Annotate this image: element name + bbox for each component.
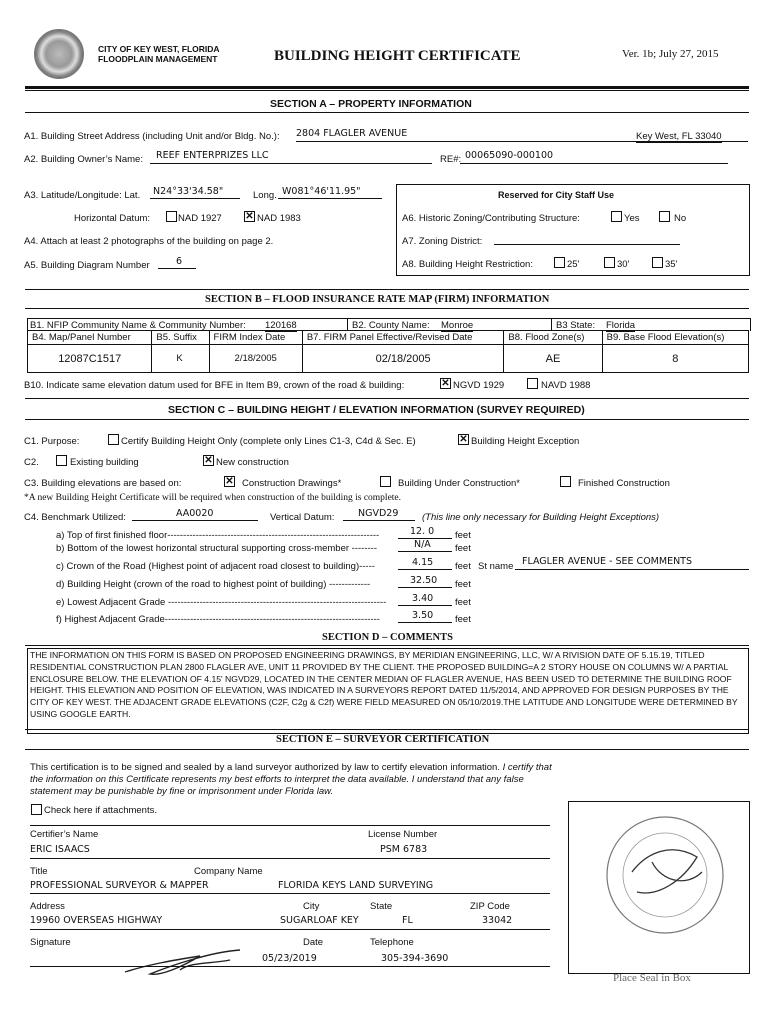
phone-label: Telephone <box>370 937 414 948</box>
b1-community-number[interactable]: 120168 <box>265 320 297 331</box>
certifier-label: Certifier’s Name <box>30 829 99 840</box>
firm-index-value[interactable]: 2/18/2005 <box>209 345 302 373</box>
c4c-value[interactable]: 4.15 <box>412 557 434 568</box>
c4-benchmark-field[interactable]: AA0020 <box>176 508 214 519</box>
a8-30-checkbox[interactable] <box>604 257 615 268</box>
longitude-field[interactable]: W081°46'11.95" <box>282 186 361 197</box>
signature-image <box>120 942 260 982</box>
c3-label: C3. Building elevations are based on: <box>24 478 182 489</box>
signature-label: Signature <box>30 937 71 948</box>
c4e-label: e) Lowest Adjacent Grade --------------------------------------------------------------------- <box>56 597 387 608</box>
a5-diagram-field[interactable]: 6 <box>176 256 183 267</box>
title-label: Title <box>30 866 48 877</box>
c4c-label: c) Crown of the Road (Highest point of adjacent road closest to building)----- <box>56 561 375 572</box>
a8-25-label: 25' <box>567 259 580 270</box>
b9-header: B9. Base Flood Elevation(s) <box>602 331 748 345</box>
c3-opt1-label: Construction Drawings* <box>242 478 342 489</box>
a6-yes-checkbox[interactable] <box>611 211 622 222</box>
section-c-title: SECTION C – BUILDING HEIGHT / ELEVATION INFORMATION (SURVEY REQUIRED) <box>168 404 585 416</box>
a7-label: A7. Zoning District: <box>402 236 483 247</box>
b7-date-value[interactable]: 02/18/2005 <box>302 345 504 373</box>
firm-table <box>27 330 749 373</box>
c2-existing-checkbox[interactable] <box>56 455 67 466</box>
company-label: Company Name <box>194 866 263 877</box>
c3-note: *A new Building Height Certificate will be required when construction of the building is complete. <box>24 493 402 503</box>
vertical-datum-field[interactable]: NGVD29 <box>358 508 399 519</box>
firm-header-row <box>28 331 749 345</box>
zip-label: ZIP Code <box>470 901 510 912</box>
latitude-field[interactable]: N24°33'34.58" <box>153 186 224 197</box>
c4a-value[interactable]: 12. 0 <box>410 526 435 537</box>
b2-county[interactable]: Monroe <box>441 320 474 331</box>
c4f-value[interactable]: 3.50 <box>412 610 434 621</box>
c3-finished-checkbox[interactable] <box>560 476 571 487</box>
ngvd1929-checkbox[interactable]: ✕ <box>441 378 450 389</box>
version-label: Ver. 1b; July 27, 2015 <box>622 48 719 60</box>
c4e-unit: feet <box>455 597 471 608</box>
st-name-field[interactable]: FLAGLER AVENUE - SEE COMMENTS <box>522 556 693 567</box>
re-label: RE#: <box>440 154 462 165</box>
zip-field[interactable]: 33042 <box>482 915 513 926</box>
attachments-label: Check here if attachments. <box>44 805 157 816</box>
c4c-unit: feet <box>455 561 471 572</box>
c2-opt1-label: Existing building <box>70 457 139 468</box>
c3-opt2-label: Building Under Construction* <box>398 478 520 489</box>
date-label: Date <box>303 937 324 948</box>
certification-text <box>30 762 560 798</box>
staff-use-title: Reserved for City Staff Use <box>498 190 615 200</box>
b4-header: B4. Map/Panel Number <box>28 331 152 345</box>
a3-label: A3. Latitude/Longitude: Lat. <box>24 190 141 201</box>
b7-header: B7. FIRM Panel Effective/Revised Date <box>302 331 504 345</box>
c4d-unit: feet <box>455 579 471 590</box>
c2-opt2-label: New construction <box>216 457 289 468</box>
section-a-title: SECTION A – PROPERTY INFORMATION <box>270 98 472 110</box>
b3-label: B3 State: <box>556 320 596 331</box>
c3-drawings-checkbox[interactable]: ✕ <box>225 476 234 487</box>
comments-textarea[interactable]: THE INFORMATION ON THIS FORM IS BASED ON PROPOSED ENGINEERING DRAWINGS, BY MERIDIAN ENGINEERING, LLC, W/ A RIVISION DATE OF 5.15.19, TITLED RESIDENTIAL CONSTRUCTION PLAN 2800 FLAGLER AVE, UNIT 11 PROVIDED BY THE CLIENT. THE PROPOSED BUILDING=A 2 STORY HOUSE ON COLUMNS W/ A PARTIAL ENCLOSURE BELOW. THE ELEVATION OF 4.15' NGVD29, LOCATED IN THE CENTER MEDIAN OF FLAGLER AVENUE, HAS BEEN USED TO DETERMINE THE BUILDING ROOF HEIGHT. THIS ELEVATION AND POSITION OF ELEVATION, WAS INDICATED IN A SURVEYORS REPORT DATED 11/5/2014, AND APPROVED FOR DESIGN PURPOSES BY THE CITY OF KEY WEST. THE ADJACENT GRADE ELEVATIONS (C2F, C2g & C2f) WERE FIELD MEASURED ON 05/10/2019.THE LATITUDE AND LONGITUDE WERE DETERMINED BY USING GOOGLE EARTH. <box>27 648 749 734</box>
a1-address-field[interactable]: 2804 FLAGLER AVENUE <box>296 128 408 139</box>
st-name-label: St name <box>478 561 514 572</box>
section-e-title: SECTION E – SURVEYOR CERTIFICATION <box>276 734 490 745</box>
c4d-label: d) Building Height (crown of the road to highest point of building) ------------- <box>56 579 371 590</box>
org-line-2: FLOODPLAIN MANAGEMENT <box>98 54 218 64</box>
a6-yes-label: Yes <box>624 213 640 224</box>
firm-index-header: FIRM Index Date <box>209 331 302 345</box>
a1-city: Key West, FL 33040 <box>636 131 722 142</box>
c2-label: C2. <box>24 457 39 468</box>
date-field[interactable]: 05/23/2019 <box>262 953 317 964</box>
c1-label: C1. Purpose: <box>24 436 80 447</box>
city-label: City <box>303 901 320 912</box>
b2-label: B2. County Name: <box>352 320 430 331</box>
b3-state[interactable]: Florida <box>606 320 636 331</box>
b5-suffix-value[interactable]: K <box>152 345 209 373</box>
navd1988-label: NAVD 1988 <box>541 380 591 391</box>
ngvd1929-label: NGVD 1929 <box>453 380 505 391</box>
vertical-datum-label: Vertical Datum: <box>270 512 335 523</box>
c4f-unit: feet <box>455 614 471 625</box>
c4d-value[interactable]: 32.50 <box>410 575 438 586</box>
c3-opt3-label: Finished Construction <box>578 478 670 489</box>
c3-under-construction-checkbox[interactable] <box>380 476 391 487</box>
a6-no-label: No <box>674 213 687 224</box>
address-field[interactable]: 19960 OVERSEAS HIGHWAY <box>30 915 163 926</box>
license-label: License Number <box>368 829 438 840</box>
nad1983-checkbox[interactable]: ✕ <box>245 211 254 222</box>
a6-no-checkbox[interactable] <box>659 211 670 222</box>
section-d-title: SECTION D – COMMENTS <box>322 632 453 643</box>
attachments-checkbox[interactable] <box>31 804 42 815</box>
c4e-value[interactable]: 3.40 <box>412 593 434 604</box>
b1-label: B1. NFIP Community Name & Community Number: <box>30 320 246 331</box>
c1-exception-checkbox[interactable]: ✕ <box>459 434 468 445</box>
c1-opt2-label: Building Height Exception <box>471 436 580 447</box>
c1-opt1-label: Certify Building Height Only (complete only Lines C1-3, C4d & Sec. E) <box>121 436 416 447</box>
b9-bfe-value[interactable]: 8 <box>602 345 748 373</box>
certifier-field[interactable]: ERIC ISAACS <box>30 844 90 855</box>
phone-field[interactable]: 305-394-3690 <box>381 953 449 964</box>
nad1927-label: NAD 1927 <box>178 213 222 224</box>
a6-label: A6. Historic Zoning/Contributing Structure: <box>402 213 580 224</box>
c4-label: C4. Benchmark Utilized: <box>24 512 126 523</box>
firm-value-row <box>28 345 749 373</box>
c2-new-checkbox[interactable]: ✕ <box>204 455 213 466</box>
nad1927-checkbox[interactable] <box>166 211 177 222</box>
a5-label: A5. Building Diagram Number <box>24 260 150 271</box>
c4a-unit: feet <box>455 530 471 541</box>
b5-header: B5. Suffix <box>152 331 209 345</box>
c4b-value[interactable]: N/A <box>414 539 431 550</box>
b10-label: B10. Indicate same elevation datum used for BFE in Item B9, crown of the road & building: <box>24 380 405 391</box>
b8-zone-value[interactable]: AE <box>504 345 602 373</box>
b4-panel-value[interactable]: 12087C1517 <box>28 345 152 373</box>
license-field[interactable]: PSM 6783 <box>380 844 428 855</box>
surveyor-seal-image <box>602 812 728 938</box>
c4b-label: b) Bottom of the lowest horizontal structural supporting cross-member -------- <box>56 543 377 554</box>
certification-plain: This certification is to be signed and sealed by a land surveyor authorized by law to certify elevation information. <box>30 762 500 773</box>
c1-height-only-checkbox[interactable] <box>108 434 119 445</box>
vertical-datum-note: (This line only necessary for Building Height Exceptions) <box>422 512 660 523</box>
horizontal-datum-label: Horizontal Datum: <box>74 213 151 224</box>
title-field[interactable]: PROFESSIONAL SURVEYOR & MAPPER <box>30 880 209 891</box>
org-line-1: CITY OF KEY WEST, FLORIDA <box>98 44 220 54</box>
re-number-field[interactable]: 00065090-000100 <box>465 150 554 161</box>
seal-caption: Place Seal in Box <box>613 972 691 984</box>
c4f-label: f) Highest Adjacent Grade-------------------------------------------------------------------- <box>56 614 380 625</box>
a2-owner-field[interactable]: REEF ENTERPRIZES LLC <box>156 150 269 161</box>
a8-35-label: 35' <box>665 259 678 270</box>
page-title: BUILDING HEIGHT CERTIFICATE <box>274 48 521 64</box>
a1-label: A1. Building Street Address (including Unit and/or Bldg. No.): <box>24 131 280 142</box>
b8-header: B8. Flood Zone(s) <box>504 331 602 345</box>
company-field[interactable]: FLORIDA KEYS LAND SURVEYING <box>278 880 434 891</box>
a8-35-checkbox[interactable] <box>652 257 663 268</box>
city-seal-logo <box>34 29 84 79</box>
c4a-label: a) Top of first finished floor------------------------------------------------------------------- <box>56 530 380 541</box>
section-b-title: SECTION B – FLOOD INSURANCE RATE MAP (FIRM) INFORMATION <box>205 294 550 305</box>
a7-zoning-field[interactable] <box>494 244 680 245</box>
long-label: Long. <box>253 190 277 201</box>
city-field[interactable]: SUGARLOAF KEY <box>280 915 359 926</box>
state-label: State <box>370 901 393 912</box>
a2-label: A2. Building Owner’s Name: <box>24 154 143 165</box>
a4-label: A4. Attach at least 2 photographs of the building on page 2. <box>24 236 274 247</box>
address-label: Address <box>30 901 65 912</box>
a8-30-label: 30' <box>617 259 630 270</box>
c4b-unit: feet <box>455 543 471 554</box>
a8-25-checkbox[interactable] <box>554 257 565 268</box>
navd1988-checkbox[interactable] <box>527 378 538 389</box>
certification-italic: I certify that the information on this Certificate represents my best efforts to interpret the data available. I understand that any false statement may be punishable by fine or imprisonment under Florida law. <box>30 762 552 797</box>
nad1983-label: NAD 1983 <box>257 213 301 224</box>
state-field[interactable]: FL <box>402 915 413 926</box>
a8-label: A8. Building Height Restriction: <box>402 259 533 270</box>
